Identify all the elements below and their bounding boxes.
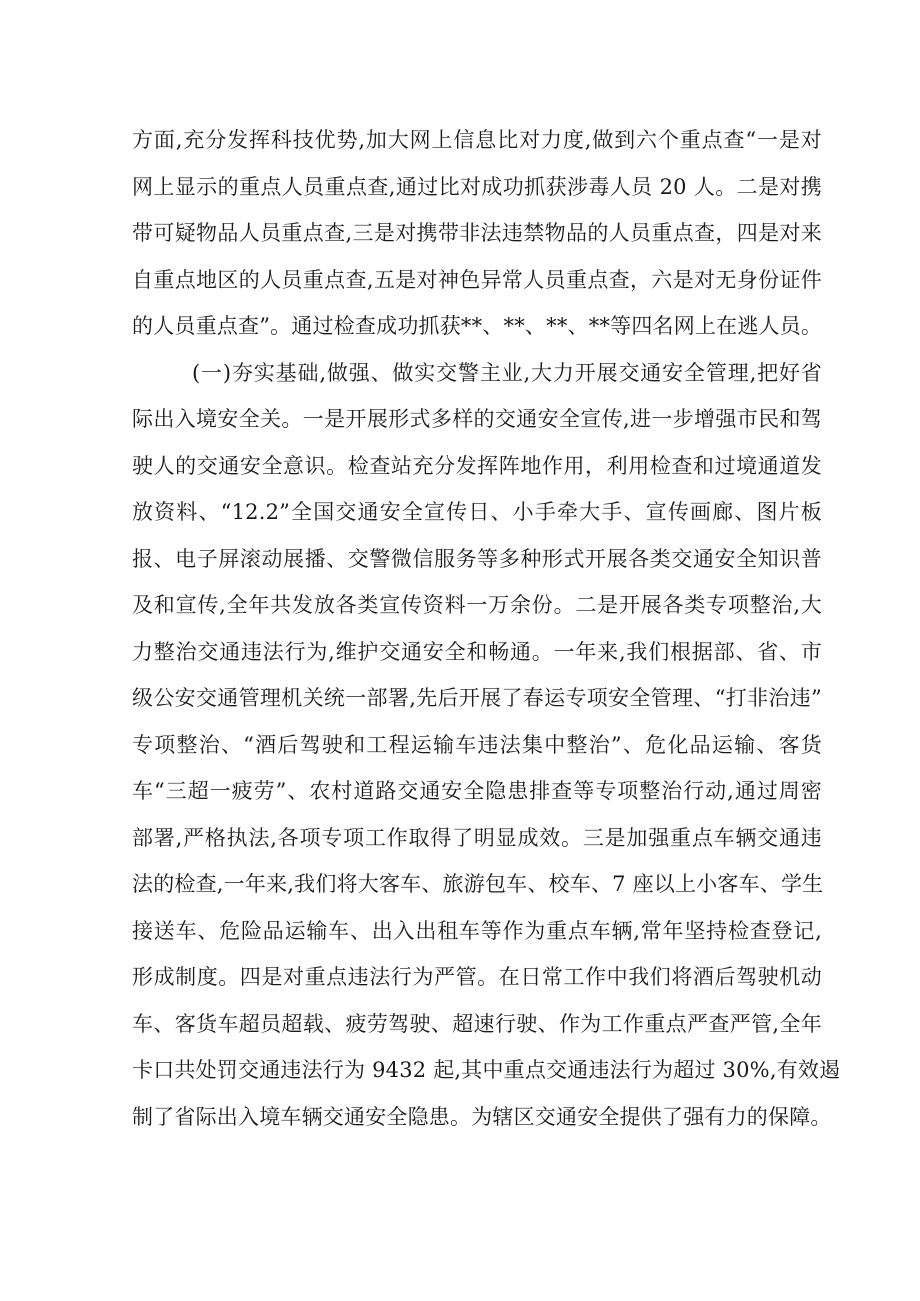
document-body	[132, 117, 841, 1140]
text-line: 的人员重点查”。通过检查成功抓获**、**、**、**等四名网上在逃人员。	[132, 314, 823, 338]
text-line: 卡口共处罚交通违法行为 9432 起,其中重点交通违法行为超过 30%,有效遏	[132, 1058, 841, 1082]
text-line: 带可疑物品人员重点查,三是对携带非法违禁物品的人员重点查，四是对来	[132, 221, 822, 245]
text-line: 法的检查,一年来,我们将大客车、旅游包车、校车、7 座以上小客车、学生	[132, 872, 824, 896]
text-line: 专项整治、“酒后驾驶和工程运输车违法集中整治”、危化品运输、客货	[132, 732, 822, 757]
text-line: 部署,严格执法,各项专项工作取得了明显成效。三是加强重点车辆交通违	[132, 825, 822, 850]
text-line: 网上显示的重点人员重点查,通过比对成功抓获涉毒人员 20 人。二是对携	[132, 174, 822, 199]
text-line: 力整治交通违法行为,维护交通安全和畅通。一年来,我们根据部、省、市	[132, 639, 822, 664]
text-line: 制了省际出入境车辆交通安全隐患。为辖区交通安全提供了强有力的保障。	[132, 1104, 832, 1129]
text-line: 级公安交通管理机关统一部署,先后开展了春运专项安全管理、“打非治违”	[132, 686, 822, 710]
paragraph-1	[132, 117, 822, 350]
text-line: 放资料、“12.2”全国交通安全宣传日、小手牵大手、宣传画廊、图片板	[132, 500, 822, 524]
text-line: 报、电子屏滚动展播、交警微信服务等多种形式开展各类交通安全知识普	[132, 546, 822, 571]
text-line: 自重点地区的人员重点查,五是对神色异常人员重点查，六是对无身份证件	[132, 267, 822, 292]
text-line: 车“三超一疲劳”、农村道路交通安全隐患排查等专项整治行动,通过周密	[132, 779, 822, 803]
text-line: 驶人的交通安全意识。检查站充分发挥阵地作用，利用检查和过境通道发	[132, 453, 822, 478]
text-line: 际出入境安全关。一是开展形式多样的交通安全宣传,进一步增强市民和驾	[132, 407, 822, 431]
text-line: 车、客货车超员超载、疲劳驾驶、超速行驶、作为工作重点严查严管,全年	[132, 1011, 822, 1036]
paragraph-2	[132, 350, 841, 1141]
text-line: 形成制度。四是对重点违法行为严管。在日常工作中我们将酒后驾驶机动	[132, 965, 822, 989]
text-line: 接送车、危险品运输车、出入出租车等作为重点车辆,常年坚持检查登记,	[132, 918, 822, 943]
text-line: (一)夯实基础,做强、做实交警主业,大力开展交通安全管理,把好省	[192, 360, 822, 385]
text-line: 及和宣传,全年共发放各类宣传资料一万余份。二是开展各类专项整治,大	[132, 593, 822, 617]
text-line: 方面,充分发挥科技优势,加大网上信息比对力度,做到六个重点查“一是对	[132, 128, 822, 152]
